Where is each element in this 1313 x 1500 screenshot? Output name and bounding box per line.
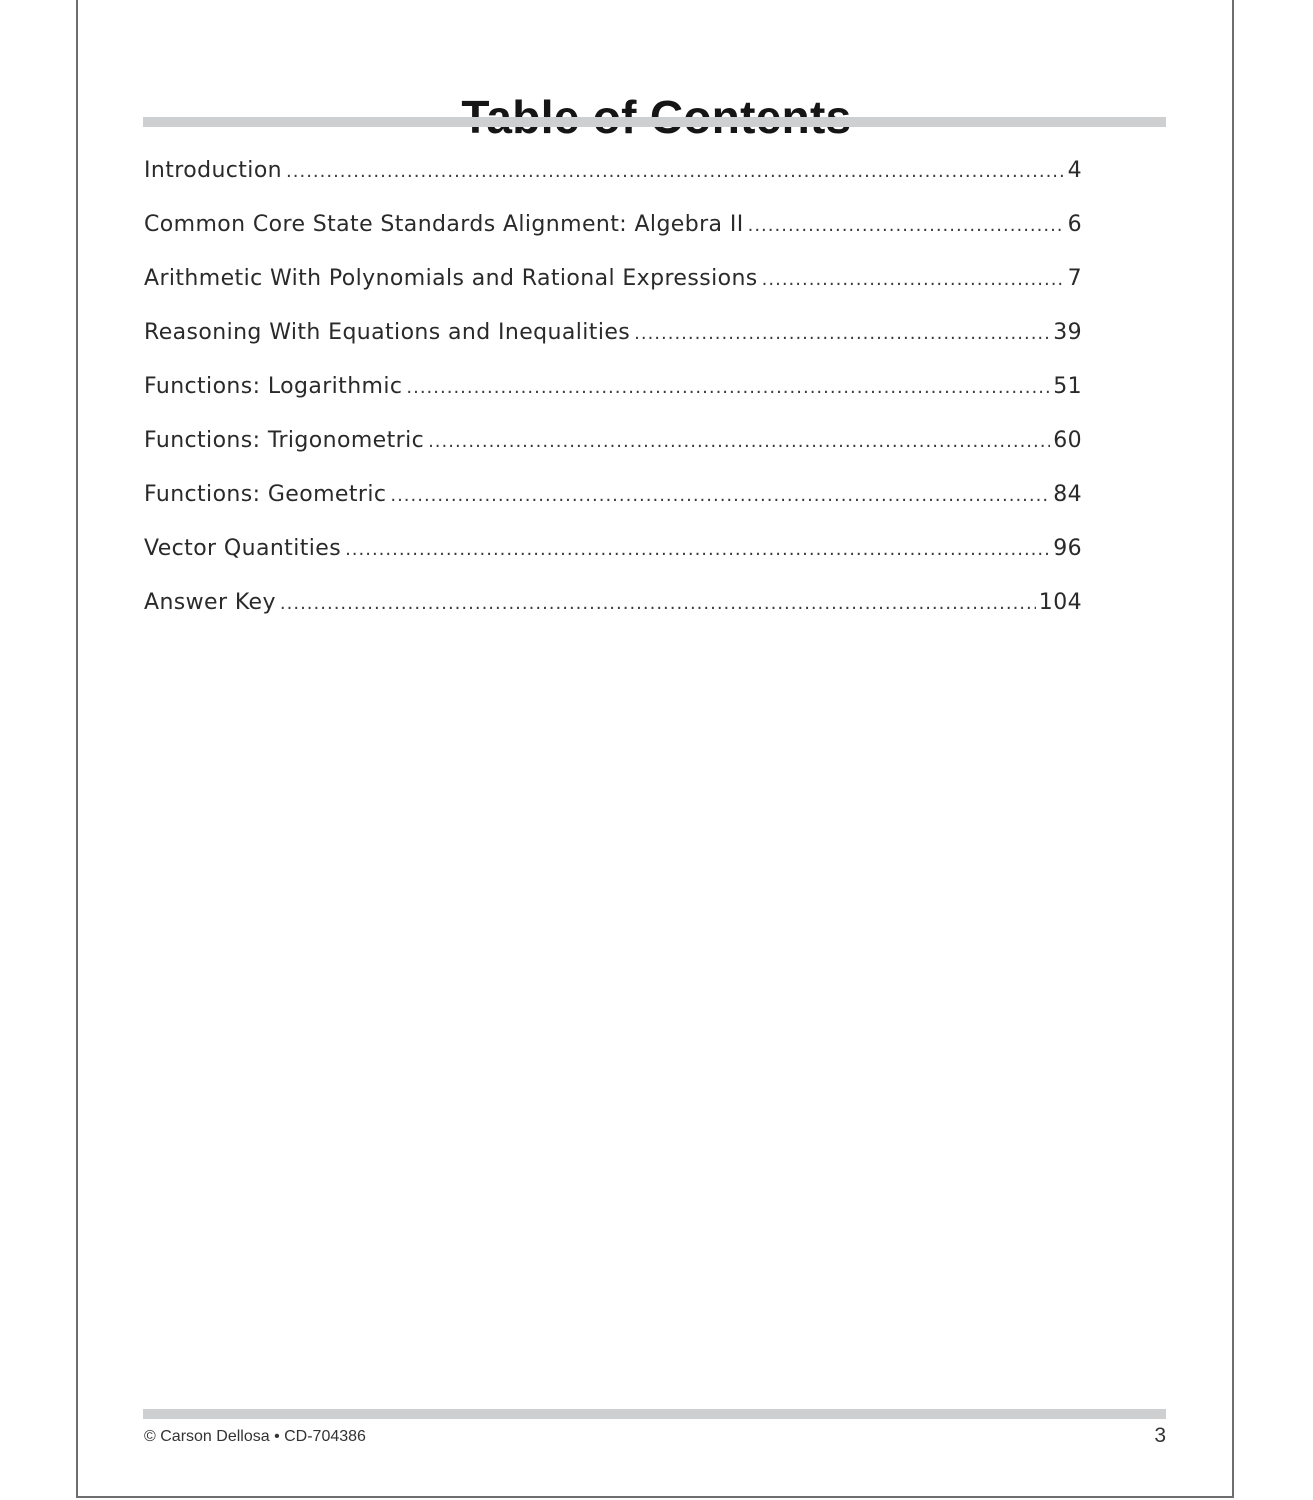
toc-entry-vector-quantities[interactable] bbox=[144, 536, 1082, 590]
toc-entry-page: 84 bbox=[1053, 482, 1082, 507]
table-of-contents bbox=[144, 158, 1082, 644]
toc-entry-page: 60 bbox=[1053, 428, 1082, 453]
toc-entry-title: Arithmetic With Polynomials and Rational Expressions bbox=[144, 266, 758, 291]
toc-entry-title: Functions: Geometric bbox=[144, 482, 387, 507]
toc-entry-answer-key[interactable] bbox=[144, 590, 1082, 644]
toc-entry-geometric[interactable] bbox=[144, 482, 1082, 536]
dot-leader bbox=[406, 377, 1050, 398]
dot-leader bbox=[428, 431, 1050, 452]
toc-entry-page: 51 bbox=[1053, 374, 1082, 399]
toc-entry-standards-alignment[interactable] bbox=[144, 212, 1082, 266]
dot-leader bbox=[390, 485, 1050, 506]
dot-leader bbox=[634, 323, 1050, 344]
title-rule bbox=[143, 117, 1166, 127]
toc-entry-trigonometric[interactable] bbox=[144, 428, 1082, 482]
footer-copyright: © Carson Dellosa • CD-704386 bbox=[144, 1428, 366, 1445]
toc-entry-introduction[interactable] bbox=[144, 158, 1082, 212]
dot-leader bbox=[748, 215, 1065, 236]
toc-entry-equations-inequalities[interactable] bbox=[144, 320, 1082, 374]
toc-entry-page: 104 bbox=[1038, 590, 1082, 615]
toc-entry-title: Answer Key bbox=[144, 590, 276, 615]
toc-entry-page: 96 bbox=[1053, 536, 1082, 561]
toc-entry-polynomials[interactable] bbox=[144, 266, 1082, 320]
toc-entry-title: Introduction bbox=[144, 158, 283, 183]
toc-entry-title: Functions: Logarithmic bbox=[144, 374, 403, 399]
dot-leader bbox=[286, 161, 1065, 182]
toc-entry-title: Reasoning With Equations and Inequalities bbox=[144, 320, 631, 345]
toc-entry-logarithmic[interactable] bbox=[144, 374, 1082, 428]
footer-rule bbox=[143, 1409, 1166, 1419]
toc-entry-title: Vector Quantities bbox=[144, 536, 342, 561]
toc-entry-page: 4 bbox=[1067, 158, 1082, 183]
toc-entry-page: 6 bbox=[1067, 212, 1082, 237]
toc-entry-title: Functions: Trigonometric bbox=[144, 428, 425, 453]
dot-leader bbox=[762, 269, 1065, 290]
dot-leader bbox=[345, 539, 1050, 560]
toc-entry-page: 39 bbox=[1053, 320, 1082, 345]
toc-entry-title: Common Core State Standards Alignment: Algebra II bbox=[144, 212, 744, 237]
dot-leader bbox=[280, 593, 1036, 614]
toc-entry-page: 7 bbox=[1067, 266, 1082, 291]
footer-page-number: 3 bbox=[1154, 1424, 1166, 1447]
